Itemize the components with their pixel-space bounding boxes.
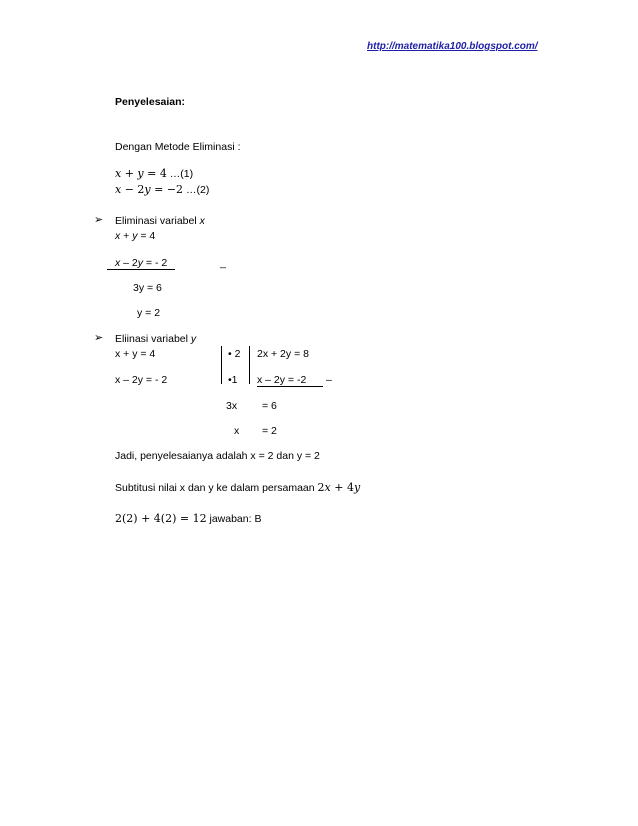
section2-left-1: x + y = 4 <box>115 348 156 360</box>
multiplier-2: •1 <box>228 374 238 386</box>
substitution-line <box>115 481 360 495</box>
final-answer: jawaban: B <box>209 513 262 525</box>
term: = 4 <box>137 230 156 242</box>
section2-title <box>115 333 196 346</box>
subtraction-rule <box>257 386 323 387</box>
section2-right-2: x – 2y = -2 <box>257 374 307 386</box>
equation-1-tag: …(1) <box>169 168 194 180</box>
section2-right-1: 2x + 2y = 8 <box>257 348 309 360</box>
substitution-text: Subtitusi nilai x dan y ke dalam persamaan <box>115 482 315 494</box>
method-text: Dengan Metode Eliminasi : <box>115 141 241 153</box>
term: – 2 <box>120 257 138 269</box>
section1-line-1 <box>115 230 155 243</box>
section1-title-var: x <box>199 215 205 227</box>
multiplier-1: • 2 <box>228 348 241 360</box>
substitution-expr: 2𝑥 + 4𝑦 <box>317 481 361 494</box>
header-url-link[interactable]: http://matematika100.blogspot.com/ <box>367 41 538 52</box>
section2-result-1a: 3x <box>226 400 238 412</box>
section2-result-2b: = 2 <box>262 425 277 437</box>
bracket-right <box>249 346 250 384</box>
term: x <box>115 230 121 242</box>
term: y <box>132 230 138 242</box>
equation-2-expr: 𝑥 − 2𝑦 = −2 <box>115 183 184 196</box>
term: x <box>115 257 121 269</box>
bracket-left <box>221 346 222 384</box>
section2-title-text: Eliinasi variabel <box>115 333 188 345</box>
equation-1-expr: 𝑥 + 𝑦 = 4 <box>115 167 167 180</box>
page-heading: Penyelesaian: <box>115 96 186 108</box>
section1-title <box>115 215 205 228</box>
section1-result-1: 3y = 6 <box>133 282 162 294</box>
term: y <box>137 257 144 269</box>
subtraction-rule <box>107 269 175 270</box>
conclusion-text: Jadi, penyelesaianya adalah x = 2 dan y = 2 <box>115 450 320 462</box>
section1-result-2: y = 2 <box>137 307 161 319</box>
subtraction-sign: – <box>326 374 332 386</box>
section1-title-text: Eliminasi variabel <box>115 215 197 227</box>
section2-result-1b: = 6 <box>262 400 277 412</box>
equation-1 <box>115 167 193 181</box>
term: = - 2 <box>143 257 168 269</box>
final-line <box>115 512 261 526</box>
bullet-arrow-icon: ➢ <box>94 332 104 344</box>
section2-title-var: y <box>190 333 197 345</box>
subtraction-sign: _ <box>220 257 226 269</box>
final-expr: 2(2) + 4(2) = 12 <box>115 512 207 525</box>
term: + <box>120 230 133 242</box>
bullet-arrow-icon: ➢ <box>94 214 104 226</box>
section2-result-2a: x <box>234 425 240 437</box>
section2-left-2: x – 2y = - 2 <box>115 374 168 386</box>
equation-2 <box>115 183 209 197</box>
equation-2-tag: …(2) <box>185 184 210 196</box>
